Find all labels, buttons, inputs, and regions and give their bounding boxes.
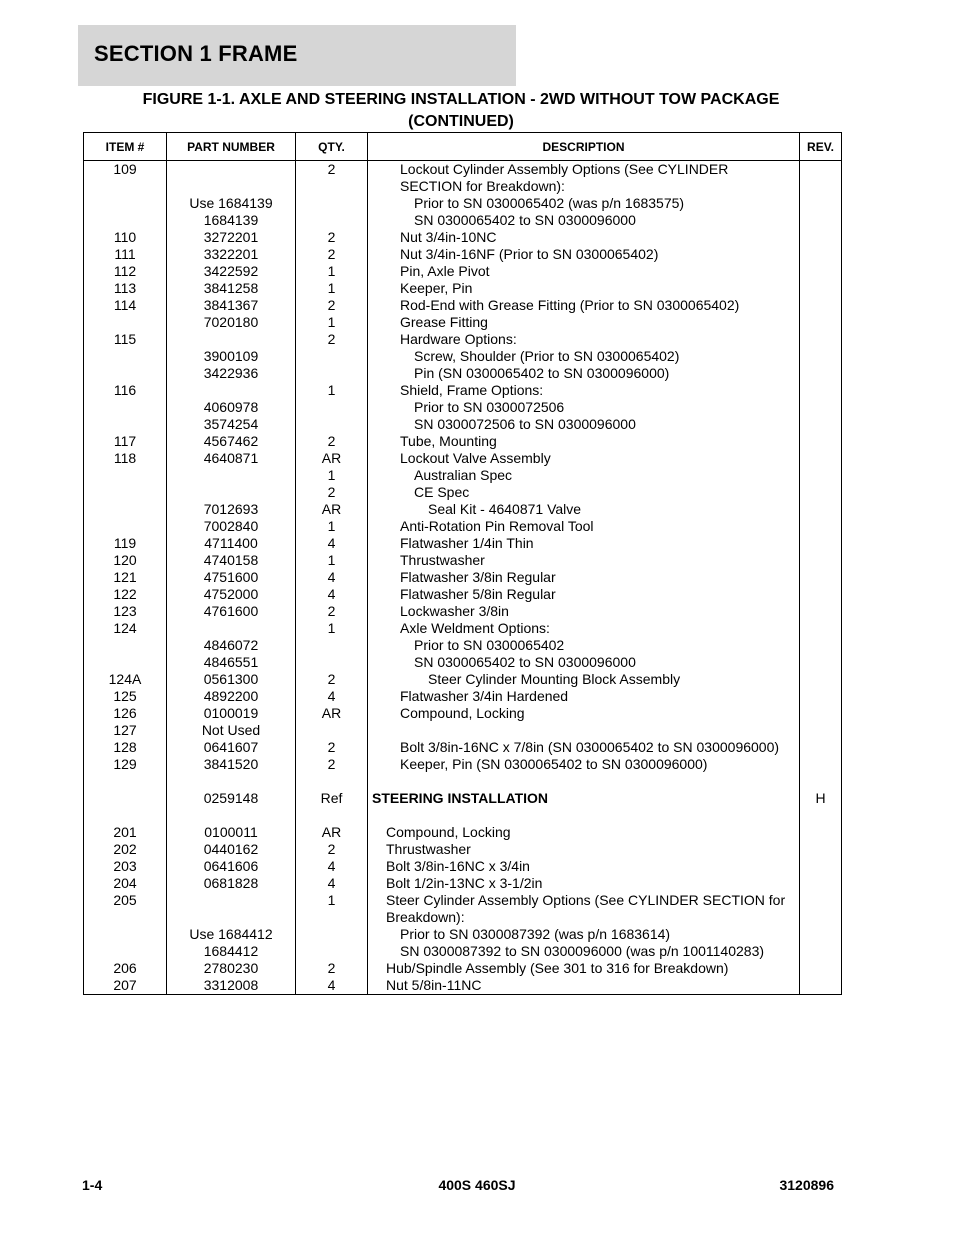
rev-cell bbox=[800, 637, 842, 654]
rev-cell bbox=[800, 263, 842, 280]
part-number-cell: 4567462 bbox=[167, 433, 296, 450]
qty-cell: 2 bbox=[296, 331, 368, 348]
item-number-cell bbox=[84, 365, 167, 382]
qty-cell: 1 bbox=[296, 467, 368, 484]
table-row bbox=[84, 892, 842, 926]
table-row bbox=[84, 331, 842, 348]
qty-cell bbox=[296, 399, 368, 416]
table-row bbox=[84, 790, 842, 807]
part-number-cell bbox=[167, 807, 296, 824]
description-cell bbox=[368, 807, 800, 824]
rev-cell bbox=[800, 195, 842, 212]
qty-cell bbox=[296, 416, 368, 433]
description-cell: Compound, Locking bbox=[368, 824, 800, 841]
part-number-cell: 4846551 bbox=[167, 654, 296, 671]
item-number-cell: 121 bbox=[84, 569, 167, 586]
description-cell: Rod-End with Grease Fitting (Prior to SN 0300065402) bbox=[368, 297, 800, 314]
table-row bbox=[84, 807, 842, 824]
rev-cell bbox=[800, 552, 842, 569]
rev-cell bbox=[800, 705, 842, 722]
part-number-cell: 3900109 bbox=[167, 348, 296, 365]
rev-cell bbox=[800, 671, 842, 688]
rev-cell bbox=[800, 926, 842, 943]
part-number-cell bbox=[167, 773, 296, 790]
header-description: DESCRIPTION bbox=[368, 133, 800, 161]
item-number-cell: 124A bbox=[84, 671, 167, 688]
qty-cell bbox=[296, 212, 368, 229]
qty-cell: 2 bbox=[296, 246, 368, 263]
part-number-cell: 2780230 bbox=[167, 960, 296, 977]
qty-cell: 4 bbox=[296, 688, 368, 705]
table-row bbox=[84, 960, 842, 977]
rev-cell bbox=[800, 620, 842, 637]
qty-cell bbox=[296, 348, 368, 365]
part-number-cell: 4752000 bbox=[167, 586, 296, 603]
description-cell: Keeper, Pin bbox=[368, 280, 800, 297]
description-cell: Prior to SN 0300065402 bbox=[368, 637, 800, 654]
table-row bbox=[84, 824, 842, 841]
item-number-cell: 110 bbox=[84, 229, 167, 246]
part-number-cell bbox=[167, 620, 296, 637]
description-cell: SN 0300087392 to SN 0300096000 (was p/n 1001140283) bbox=[368, 943, 800, 960]
footer-doc-number: 3120896 bbox=[779, 1177, 834, 1193]
part-number-cell: 3841258 bbox=[167, 280, 296, 297]
qty-cell: 2 bbox=[296, 229, 368, 246]
item-number-cell: 124 bbox=[84, 620, 167, 637]
part-number-cell: 0561300 bbox=[167, 671, 296, 688]
qty-cell: 4 bbox=[296, 875, 368, 892]
qty-cell: 2 bbox=[296, 603, 368, 620]
part-number-cell: 0440162 bbox=[167, 841, 296, 858]
item-number-cell bbox=[84, 399, 167, 416]
part-number-cell bbox=[167, 331, 296, 348]
table-row bbox=[84, 229, 842, 246]
description-cell: Shield, Frame Options: bbox=[368, 382, 800, 399]
item-number-cell: 119 bbox=[84, 535, 167, 552]
qty-cell: 2 bbox=[296, 960, 368, 977]
rev-cell bbox=[800, 484, 842, 501]
part-number-cell: 0259148 bbox=[167, 790, 296, 807]
item-number-cell: 206 bbox=[84, 960, 167, 977]
header-qty: QTY. bbox=[296, 133, 368, 161]
part-number-cell: Use 1684412 bbox=[167, 926, 296, 943]
rev-cell bbox=[800, 246, 842, 263]
part-number-cell: 1684412 bbox=[167, 943, 296, 960]
qty-cell: 2 bbox=[296, 297, 368, 314]
table-row bbox=[84, 841, 842, 858]
item-number-cell: 113 bbox=[84, 280, 167, 297]
figure-title: FIGURE 1-1. AXLE AND STEERING INSTALLATION - 2WD WITHOUT TOW PACKAGE bbox=[142, 91, 780, 108]
table-row bbox=[84, 875, 842, 892]
qty-cell: 1 bbox=[296, 620, 368, 637]
description-cell: Lockout Cylinder Assembly Options (See CYLINDER SECTION for Breakdown): bbox=[368, 161, 800, 196]
table-row bbox=[84, 501, 842, 518]
table-row bbox=[84, 858, 842, 875]
item-number-cell: 125 bbox=[84, 688, 167, 705]
item-number-cell bbox=[84, 773, 167, 790]
item-number-cell: 127 bbox=[84, 722, 167, 739]
qty-cell: 1 bbox=[296, 552, 368, 569]
description-cell: Pin (SN 0300065402 to SN 0300096000) bbox=[368, 365, 800, 382]
part-number-cell: 0100019 bbox=[167, 705, 296, 722]
header-item: ITEM # bbox=[84, 133, 167, 161]
table-row bbox=[84, 977, 842, 995]
rev-cell bbox=[800, 722, 842, 739]
part-number-cell: 1684139 bbox=[167, 212, 296, 229]
part-number-cell bbox=[167, 161, 296, 196]
item-number-cell bbox=[84, 654, 167, 671]
item-number-cell: 111 bbox=[84, 246, 167, 263]
item-number-cell bbox=[84, 518, 167, 535]
table-row bbox=[84, 212, 842, 229]
qty-cell: AR bbox=[296, 705, 368, 722]
description-cell: Australian Spec bbox=[368, 467, 800, 484]
rev-cell bbox=[800, 603, 842, 620]
rev-cell bbox=[800, 229, 842, 246]
table-row bbox=[84, 246, 842, 263]
item-number-cell: 116 bbox=[84, 382, 167, 399]
part-number-cell: 7012693 bbox=[167, 501, 296, 518]
rev-cell bbox=[800, 161, 842, 196]
description-cell: Seal Kit - 4640871 Valve bbox=[368, 501, 800, 518]
item-number-cell bbox=[84, 637, 167, 654]
description-cell: Pin, Axle Pivot bbox=[368, 263, 800, 280]
part-number-cell: 7020180 bbox=[167, 314, 296, 331]
item-number-cell bbox=[84, 416, 167, 433]
item-number-cell: 204 bbox=[84, 875, 167, 892]
rev-cell bbox=[800, 569, 842, 586]
item-number-cell: 117 bbox=[84, 433, 167, 450]
qty-cell bbox=[296, 195, 368, 212]
item-number-cell bbox=[84, 943, 167, 960]
part-number-cell: 4846072 bbox=[167, 637, 296, 654]
table-row bbox=[84, 586, 842, 603]
qty-cell: 2 bbox=[296, 484, 368, 501]
item-number-cell: 122 bbox=[84, 586, 167, 603]
description-cell: Grease Fitting bbox=[368, 314, 800, 331]
section-header bbox=[78, 25, 516, 86]
rev-cell bbox=[800, 977, 842, 995]
item-number-cell: 129 bbox=[84, 756, 167, 773]
part-number-cell: 3272201 bbox=[167, 229, 296, 246]
part-number-cell: 4060978 bbox=[167, 399, 296, 416]
parts-table bbox=[83, 132, 842, 995]
table-row bbox=[84, 348, 842, 365]
rev-cell bbox=[800, 399, 842, 416]
table-row bbox=[84, 518, 842, 535]
item-number-cell: 203 bbox=[84, 858, 167, 875]
qty-cell: AR bbox=[296, 824, 368, 841]
description-cell: Thrustwasher bbox=[368, 841, 800, 858]
rev-cell bbox=[800, 518, 842, 535]
table-row bbox=[84, 773, 842, 790]
section-title: SECTION 1 FRAME bbox=[94, 41, 298, 66]
table-row bbox=[84, 263, 842, 280]
description-cell: Thrustwasher bbox=[368, 552, 800, 569]
description-cell bbox=[368, 722, 800, 739]
table-row bbox=[84, 382, 842, 399]
qty-cell: 2 bbox=[296, 671, 368, 688]
table-row bbox=[84, 467, 842, 484]
description-cell: SN 0300072506 to SN 0300096000 bbox=[368, 416, 800, 433]
header-part-number: PART NUMBER bbox=[167, 133, 296, 161]
footer-page-number: 1-4 bbox=[82, 1177, 103, 1193]
part-number-cell: 3841367 bbox=[167, 297, 296, 314]
item-number-cell bbox=[84, 790, 167, 807]
table-row bbox=[84, 314, 842, 331]
description-cell: Steer Cylinder Mounting Block Assembly bbox=[368, 671, 800, 688]
table-row bbox=[84, 161, 842, 196]
table-row bbox=[84, 654, 842, 671]
description-cell: Nut 5/8in-11NC bbox=[368, 977, 800, 995]
table-row bbox=[84, 603, 842, 620]
item-number-cell: 112 bbox=[84, 263, 167, 280]
qty-cell: 4 bbox=[296, 977, 368, 995]
part-number-cell: 3422936 bbox=[167, 365, 296, 382]
item-number-cell: 123 bbox=[84, 603, 167, 620]
qty-cell: 4 bbox=[296, 535, 368, 552]
rev-cell bbox=[800, 654, 842, 671]
description-cell: Hardware Options: bbox=[368, 331, 800, 348]
part-number-cell: 4711400 bbox=[167, 535, 296, 552]
qty-cell: 2 bbox=[296, 739, 368, 756]
qty-cell bbox=[296, 943, 368, 960]
description-cell: Flatwasher 1/4in Thin bbox=[368, 535, 800, 552]
table-row bbox=[84, 195, 842, 212]
description-cell: Steer Cylinder Assembly Options (See CYLINDER SECTION for Breakdown): bbox=[368, 892, 800, 926]
part-number-cell: 0681828 bbox=[167, 875, 296, 892]
table-row bbox=[84, 926, 842, 943]
part-number-cell bbox=[167, 467, 296, 484]
description-cell bbox=[368, 773, 800, 790]
rev-cell bbox=[800, 501, 842, 518]
description-cell: Bolt 3/8in-16NC x 7/8in (SN 0300065402 to SN 0300096000) bbox=[368, 739, 800, 756]
rev-cell bbox=[800, 841, 842, 858]
qty-cell bbox=[296, 654, 368, 671]
part-number-cell: 0641606 bbox=[167, 858, 296, 875]
part-number-cell: 0641607 bbox=[167, 739, 296, 756]
rev-cell bbox=[800, 960, 842, 977]
rev-cell bbox=[800, 348, 842, 365]
item-number-cell: 120 bbox=[84, 552, 167, 569]
description-cell: SN 0300065402 to SN 0300096000 bbox=[368, 654, 800, 671]
table-row bbox=[84, 450, 842, 467]
rev-cell bbox=[800, 892, 842, 926]
rev-cell bbox=[800, 807, 842, 824]
header-rev: REV. bbox=[800, 133, 842, 161]
figure-title-continued: (CONTINUED) bbox=[408, 113, 514, 130]
qty-cell: AR bbox=[296, 501, 368, 518]
description-cell: Prior to SN 0300065402 (was p/n 1683575) bbox=[368, 195, 800, 212]
description-cell: Anti-Rotation Pin Removal Tool bbox=[368, 518, 800, 535]
description-cell: Axle Weldment Options: bbox=[368, 620, 800, 637]
table-row bbox=[84, 705, 842, 722]
part-number-cell: 3841520 bbox=[167, 756, 296, 773]
rev-cell bbox=[800, 943, 842, 960]
qty-cell: 1 bbox=[296, 382, 368, 399]
table-row bbox=[84, 365, 842, 382]
description-cell: Nut 3/4in-16NF (Prior to SN 0300065402) bbox=[368, 246, 800, 263]
rev-cell bbox=[800, 365, 842, 382]
rev-cell bbox=[800, 416, 842, 433]
qty-cell bbox=[296, 365, 368, 382]
table-row bbox=[84, 756, 842, 773]
description-cell: CE Spec bbox=[368, 484, 800, 501]
table-row bbox=[84, 688, 842, 705]
qty-cell: 2 bbox=[296, 841, 368, 858]
part-number-cell: 3312008 bbox=[167, 977, 296, 995]
item-number-cell bbox=[84, 314, 167, 331]
rev-cell bbox=[800, 331, 842, 348]
item-number-cell: 202 bbox=[84, 841, 167, 858]
description-cell: Bolt 1/2in-13NC x 3-1/2in bbox=[368, 875, 800, 892]
part-number-cell: 4761600 bbox=[167, 603, 296, 620]
table-row bbox=[84, 569, 842, 586]
qty-cell: 2 bbox=[296, 433, 368, 450]
rev-cell bbox=[800, 773, 842, 790]
description-cell: Tube, Mounting bbox=[368, 433, 800, 450]
table-row bbox=[84, 399, 842, 416]
rev-cell bbox=[800, 314, 842, 331]
part-number-cell: 4640871 bbox=[167, 450, 296, 467]
description-cell: Hub/Spindle Assembly (See 301 to 316 for Breakdown) bbox=[368, 960, 800, 977]
table-row bbox=[84, 280, 842, 297]
rev-cell bbox=[800, 875, 842, 892]
part-number-cell bbox=[167, 382, 296, 399]
description-cell: Lockwasher 3/8in bbox=[368, 603, 800, 620]
table-row bbox=[84, 484, 842, 501]
qty-cell: Ref bbox=[296, 790, 368, 807]
part-number-cell bbox=[167, 484, 296, 501]
rev-cell bbox=[800, 467, 842, 484]
rev-cell bbox=[800, 450, 842, 467]
item-number-cell: 201 bbox=[84, 824, 167, 841]
qty-cell bbox=[296, 637, 368, 654]
rev-cell bbox=[800, 739, 842, 756]
qty-cell: 4 bbox=[296, 586, 368, 603]
part-number-cell: 3574254 bbox=[167, 416, 296, 433]
part-number-cell bbox=[167, 892, 296, 926]
table-row bbox=[84, 620, 842, 637]
item-number-cell bbox=[84, 484, 167, 501]
item-number-cell: 207 bbox=[84, 977, 167, 995]
part-number-cell: 3422592 bbox=[167, 263, 296, 280]
part-number-cell: Not Used bbox=[167, 722, 296, 739]
item-number-cell: 115 bbox=[84, 331, 167, 348]
rev-cell bbox=[800, 297, 842, 314]
rev-cell bbox=[800, 756, 842, 773]
rev-cell bbox=[800, 535, 842, 552]
description-cell: Keeper, Pin (SN 0300065402 to SN 0300096000) bbox=[368, 756, 800, 773]
description-cell: Bolt 3/8in-16NC x 3/4in bbox=[368, 858, 800, 875]
rev-cell bbox=[800, 858, 842, 875]
item-number-cell: 126 bbox=[84, 705, 167, 722]
item-number-cell bbox=[84, 501, 167, 518]
item-number-cell bbox=[84, 926, 167, 943]
table-row bbox=[84, 535, 842, 552]
part-number-cell: 3322201 bbox=[167, 246, 296, 263]
table-body bbox=[84, 161, 842, 995]
rev-cell bbox=[800, 433, 842, 450]
qty-cell: 2 bbox=[296, 161, 368, 196]
table-row bbox=[84, 433, 842, 450]
item-number-cell: 109 bbox=[84, 161, 167, 196]
part-number-cell: Use 1684139 bbox=[167, 195, 296, 212]
qty-cell: 4 bbox=[296, 569, 368, 586]
part-number-cell: 4892200 bbox=[167, 688, 296, 705]
qty-cell bbox=[296, 807, 368, 824]
qty-cell: AR bbox=[296, 450, 368, 467]
item-number-cell bbox=[84, 195, 167, 212]
description-cell: Flatwasher 3/4in Hardened bbox=[368, 688, 800, 705]
table-row bbox=[84, 416, 842, 433]
qty-cell: 1 bbox=[296, 892, 368, 926]
rev-cell bbox=[800, 688, 842, 705]
description-cell: Prior to SN 0300087392 (was p/n 1683614) bbox=[368, 926, 800, 943]
item-number-cell: 114 bbox=[84, 297, 167, 314]
table-row bbox=[84, 943, 842, 960]
qty-cell: 2 bbox=[296, 756, 368, 773]
item-number-cell: 205 bbox=[84, 892, 167, 926]
part-number-cell: 4740158 bbox=[167, 552, 296, 569]
description-cell: Prior to SN 0300072506 bbox=[368, 399, 800, 416]
part-number-cell: 0100011 bbox=[167, 824, 296, 841]
item-number-cell bbox=[84, 807, 167, 824]
description-cell: SN 0300065402 to SN 0300096000 bbox=[368, 212, 800, 229]
footer-model: 400S 460SJ bbox=[438, 1177, 516, 1193]
qty-cell: 1 bbox=[296, 314, 368, 331]
qty-cell bbox=[296, 722, 368, 739]
table-row bbox=[84, 739, 842, 756]
table-row bbox=[84, 297, 842, 314]
description-cell: Nut 3/4in-10NC bbox=[368, 229, 800, 246]
description-cell: STEERING INSTALLATION bbox=[368, 790, 800, 807]
item-number-cell: 128 bbox=[84, 739, 167, 756]
item-number-cell: 118 bbox=[84, 450, 167, 467]
qty-cell: 1 bbox=[296, 263, 368, 280]
qty-cell: 1 bbox=[296, 518, 368, 535]
item-number-cell bbox=[84, 467, 167, 484]
description-cell: Compound, Locking bbox=[368, 705, 800, 722]
table-row bbox=[84, 722, 842, 739]
rev-cell bbox=[800, 280, 842, 297]
description-cell: Flatwasher 3/8in Regular bbox=[368, 569, 800, 586]
rev-cell bbox=[800, 824, 842, 841]
rev-cell bbox=[800, 382, 842, 399]
table-row bbox=[84, 552, 842, 569]
table-row bbox=[84, 671, 842, 688]
rev-cell bbox=[800, 586, 842, 603]
rev-cell: H bbox=[800, 790, 842, 807]
item-number-cell bbox=[84, 212, 167, 229]
item-number-cell bbox=[84, 348, 167, 365]
qty-cell: 1 bbox=[296, 280, 368, 297]
description-cell: Lockout Valve Assembly bbox=[368, 450, 800, 467]
part-number-cell: 4751600 bbox=[167, 569, 296, 586]
description-cell: Screw, Shoulder (Prior to SN 0300065402) bbox=[368, 348, 800, 365]
description-cell: Flatwasher 5/8in Regular bbox=[368, 586, 800, 603]
part-number-cell: 7002840 bbox=[167, 518, 296, 535]
rev-cell bbox=[800, 212, 842, 229]
qty-cell: 4 bbox=[296, 858, 368, 875]
table-header-row bbox=[84, 133, 842, 161]
qty-cell bbox=[296, 773, 368, 790]
qty-cell bbox=[296, 926, 368, 943]
table-row bbox=[84, 637, 842, 654]
